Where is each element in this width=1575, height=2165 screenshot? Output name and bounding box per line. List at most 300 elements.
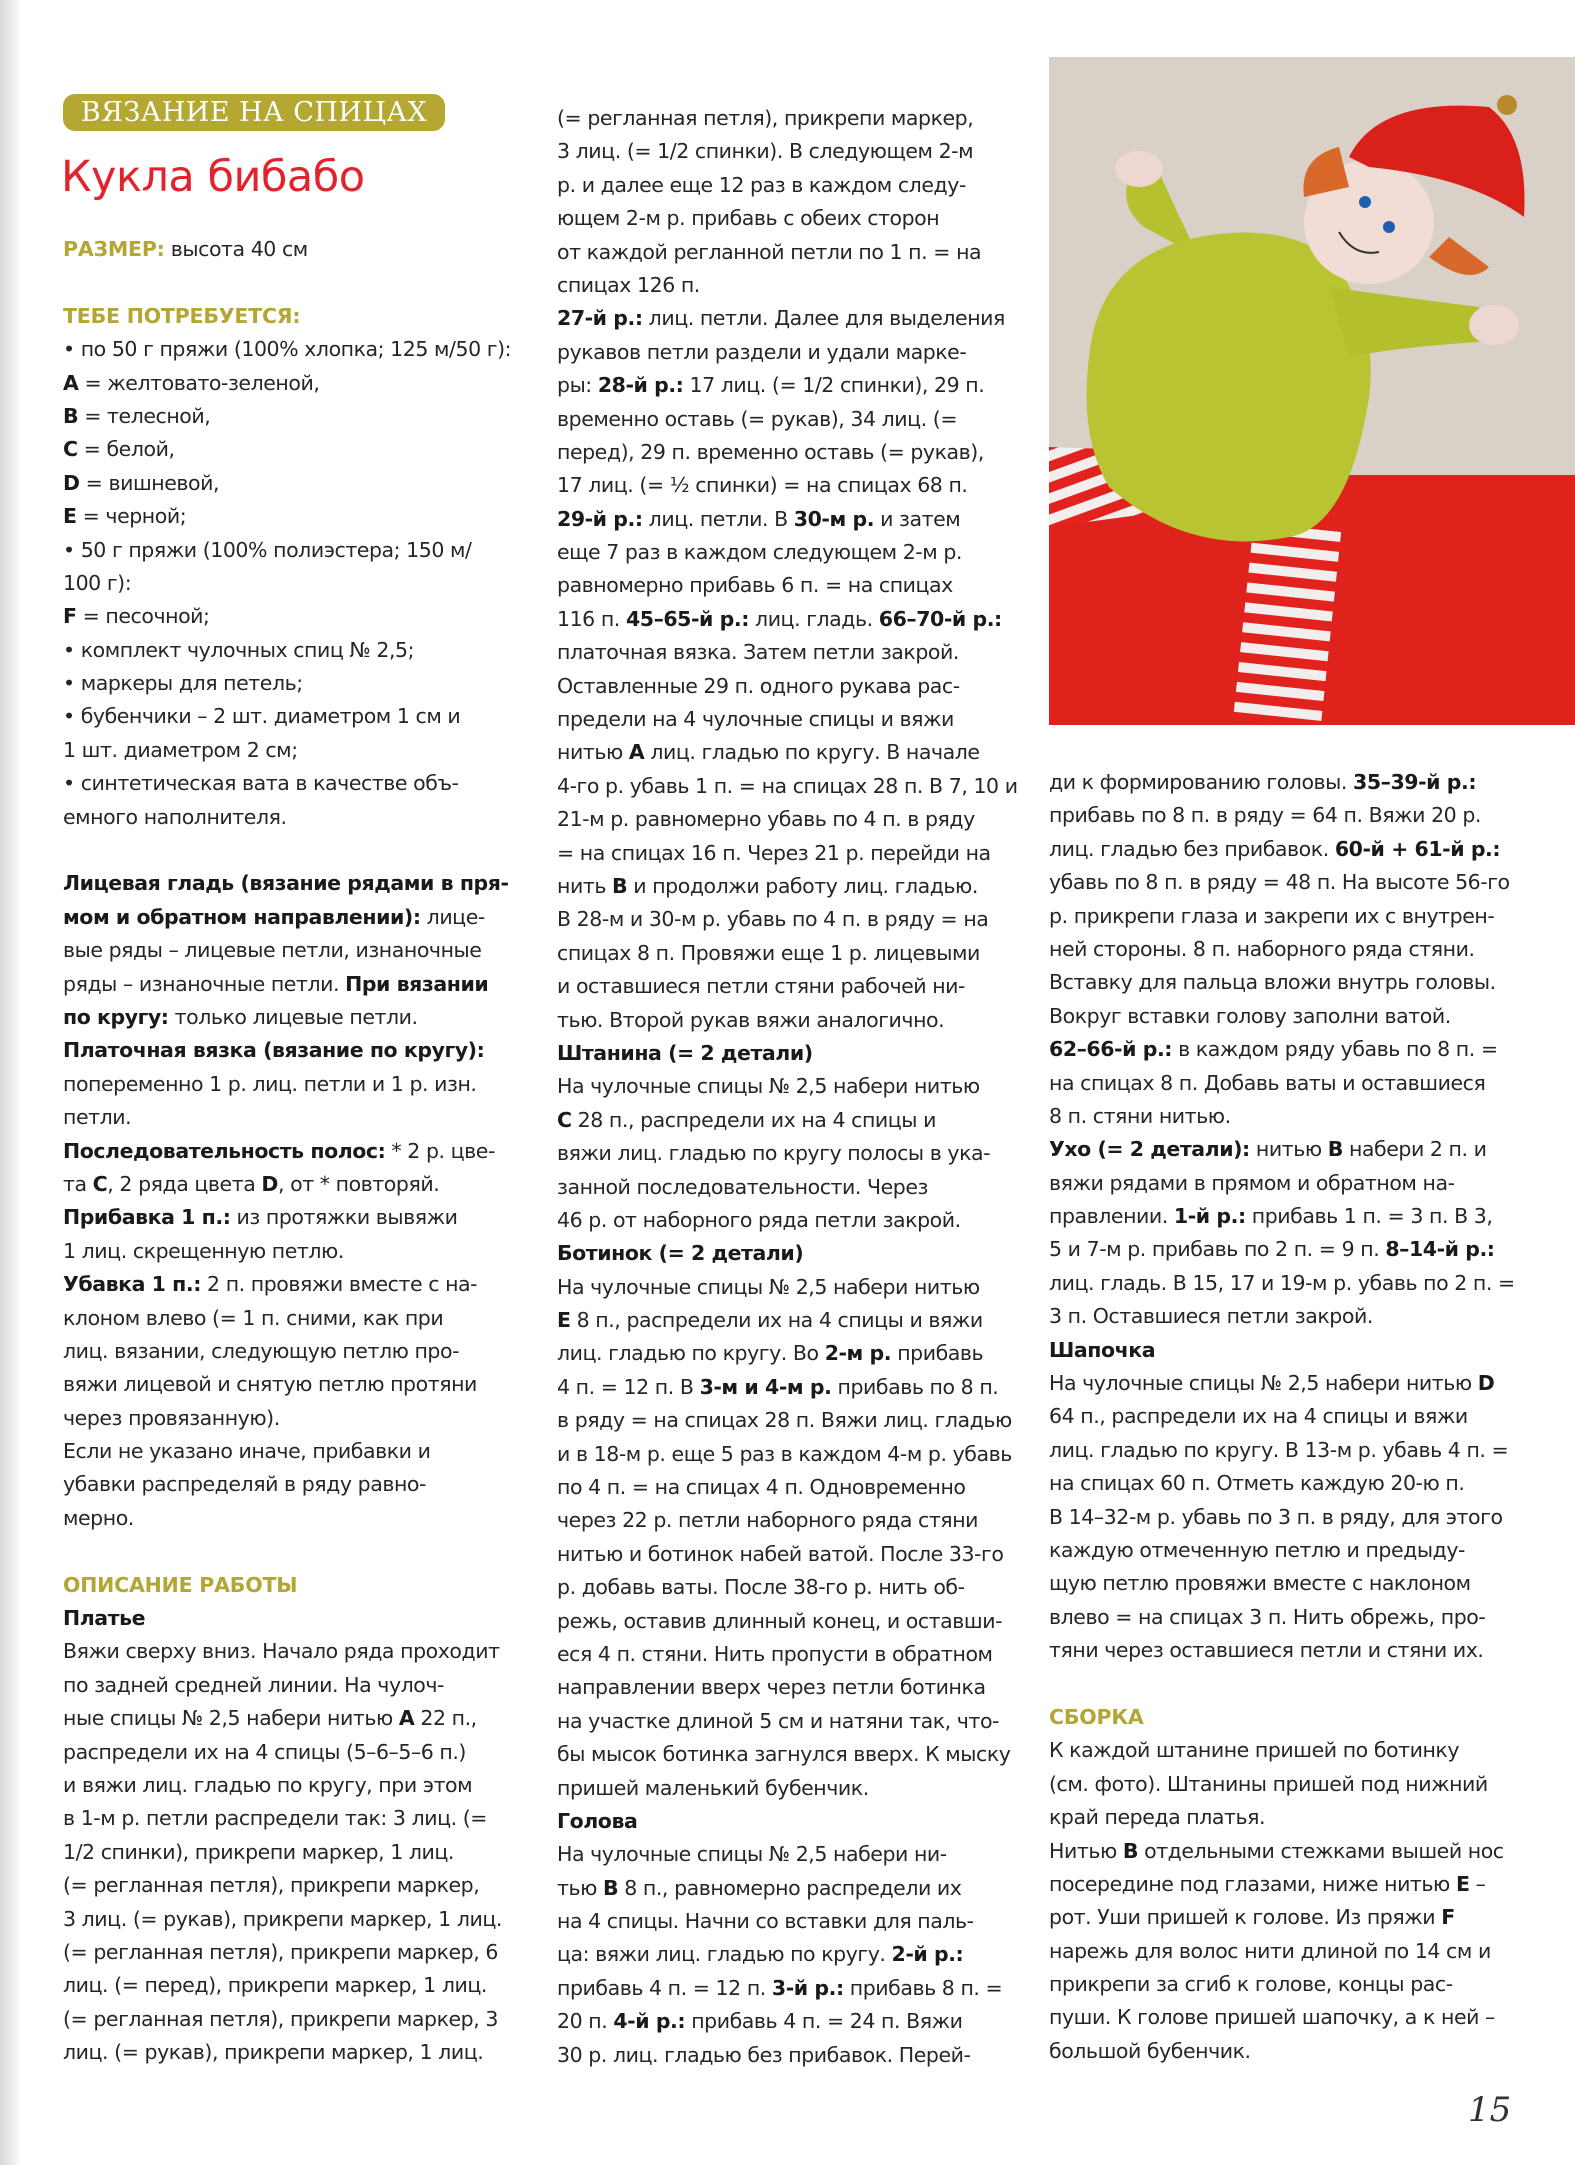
text-line [63, 1669, 533, 1702]
text-segment: 5 и 7-м р. прибавь по 2 п. = 9 п. [1049, 1237, 1386, 1262]
text-segment: (см. фото). Штанины пришей под нижний [1049, 1771, 1488, 1796]
text-segment: платочная вязка. Затем петли закрой. [557, 640, 959, 665]
text-segment: ряды – изнаночные петли. [63, 971, 346, 996]
bold-text: C [557, 1107, 572, 1132]
text-segment: 17 лиц. (= 1/2 спинки), 29 п. [683, 373, 985, 398]
bold-text: 45–65-й р.: [625, 606, 749, 631]
text-segment: р. добавь ваты. После 38-го р. нить об- [557, 1575, 965, 1600]
text-segment: нитью и ботинок набей ватой. После 33-го [557, 1541, 1004, 1566]
text-line [63, 1302, 533, 1335]
text-line [1049, 2035, 1529, 2068]
text-segment: тью. Второй рукав вяжи аналогично. [557, 1007, 945, 1032]
text-segment: и вяжи лиц. гладью по кругу, при этом [63, 1772, 473, 1797]
text-segment: Если не указано иначе, прибавки и [63, 1439, 431, 1464]
text-segment: щую петлю провяжи вместе с наклоном [1049, 1571, 1471, 1596]
text-line [557, 770, 1027, 803]
text-segment: Вокруг вставки голову заполни ватой. [1049, 1003, 1451, 1028]
text-segment: – [1469, 1871, 1486, 1896]
bold-text: C [92, 1171, 108, 1196]
text-line [63, 1936, 533, 1969]
text-segment: лиц. гладью по кругу. В начале [644, 740, 980, 765]
text-segment: прибавь по 8 п. [831, 1374, 999, 1399]
text-line [1049, 2001, 1529, 2034]
text-segment: лице- [420, 904, 485, 929]
text-segment: На чулочные спицы № 2,5 набери ни- [557, 1842, 947, 1867]
text-segment: вяжи лиц. гладью по кругу полосы в ука- [557, 1141, 991, 1166]
text-line [557, 302, 1027, 335]
bold-text: 3-й р.: [771, 1975, 844, 2000]
bold-text: E [557, 1308, 571, 1333]
bold-text: Штанина (= 2 детали) [557, 1040, 813, 1065]
text-segment: еся 4 п. стяни. Нить пропусти в обратном [557, 1641, 993, 1666]
text-segment: временно оставь (= рукав), 34 лиц. (= [557, 406, 958, 431]
text-line [1049, 1734, 1529, 1767]
bold-text: Последовательность полос: [63, 1138, 386, 1163]
blank-line [1049, 1668, 1529, 1701]
right-hand [1469, 305, 1519, 345]
bold-text: A [628, 740, 645, 765]
text-segment: распредели их на 4 спицы (5–6–5–6 п.) [63, 1739, 466, 1764]
bold-text: 29-й р.: [557, 506, 643, 531]
text-segment: ней стороны. 8 п. наборного ряда стяни. [1049, 936, 1475, 961]
text-line [557, 202, 1027, 235]
section-heading: ОПИСАНИЕ РАБОТЫ [63, 1572, 298, 1597]
text-segment: ди к формированию головы. [1049, 770, 1354, 794]
bold-text: B [63, 403, 79, 428]
bold-text: 27-й р.: [557, 306, 643, 331]
bold-text: При вязании [345, 971, 489, 996]
text-segment: через 22 р. петли наборного ряда стяни [557, 1508, 979, 1533]
text-line [1049, 1601, 1529, 1634]
bold-text: Прибавка 1 п.: [63, 1205, 231, 1230]
text-line [1049, 1935, 1529, 1968]
bold-text: 8–14-й р.: [1385, 1237, 1495, 1262]
text-line [63, 1903, 533, 1936]
text-segment: На чулочные спицы № 2,5 набери нитью [1049, 1371, 1478, 1396]
text-segment: ца: вяжи лиц. гладью по кругу. [557, 1942, 892, 1967]
text-line [557, 269, 1027, 302]
text-segment: емного наполнителя. [63, 804, 287, 829]
text-segment: 1/2 спинки), прикрепи маркер, 1 лиц. [63, 1839, 454, 1864]
text-line [63, 968, 533, 1001]
text-line [557, 1504, 1027, 1537]
text-line [557, 1404, 1027, 1437]
text-line [63, 1402, 533, 1435]
text-line [63, 1435, 533, 1468]
text-segment: и продолжи работу лиц. гладью. [627, 873, 978, 898]
text-segment: , 2 ряда цвета [107, 1171, 262, 1196]
text-line [1049, 1901, 1529, 1934]
text-segment: К каждой штанине пришей по ботинку [1049, 1738, 1460, 1763]
text-segment: • маркеры для петель; [63, 671, 303, 696]
text-segment: 1 лиц. скрещенную петлю. [63, 1238, 344, 1263]
bold-text: Убавка 1 п.: [63, 1272, 201, 1297]
text-segment: лиц. (= рукав), прикрепи маркер, 1 лиц. [63, 2040, 484, 2065]
text-line [63, 1201, 533, 1234]
text-segment: прикрепи за сгиб к голове, концы рас- [1049, 1972, 1453, 1997]
text-line [1049, 1000, 1529, 1033]
text-segment: в ряду = на спицах 28 п. Вяжи лиц. гладью [557, 1408, 1012, 1433]
text-line [63, 1736, 533, 1769]
text-line [557, 1671, 1027, 1704]
text-segment: 4-го р. убавь 1 п. = на спицах 28 п. В 7, 10 и [557, 773, 1018, 798]
text-line [63, 1769, 533, 1802]
text-segment: только лицевые петли. [168, 1004, 418, 1029]
text-line [557, 970, 1027, 1003]
text-segment: высота 40 см [164, 237, 308, 261]
text-segment: по 4 п. = на спицах 4 п. Одновременно [557, 1475, 966, 1500]
text-segment: убавь по 8 п. в ряду = 48 п. На высоте 56-го [1049, 870, 1510, 895]
text-line [557, 1872, 1027, 1905]
text-segment: Оставленные 29 п. одного рукава рас- [557, 673, 960, 698]
text-segment: , от * повторяй. [277, 1171, 440, 1196]
bold-text: Платочная вязка (вязание по кругу): [63, 1038, 485, 1063]
text-segment: через провязанную). [63, 1405, 280, 1430]
text-line [557, 1471, 1027, 1504]
text-segment: и затем [874, 506, 961, 531]
text-segment: 100 г): [63, 570, 132, 595]
text-line [557, 369, 1027, 402]
bold-text: D [1477, 1371, 1495, 1396]
text-segment: перед), 29 п. временно оставь (= рукав), [557, 439, 984, 464]
text-line [63, 1168, 533, 1201]
text-line [63, 1268, 533, 1301]
text-line [63, 1468, 533, 1501]
left-eye [1359, 196, 1371, 208]
text-line [63, 901, 533, 934]
bold-text: 2-й р.: [891, 1942, 964, 1967]
text-segment: = желтовато-зеленой, [78, 370, 320, 395]
text-segment: = телесной, [78, 403, 211, 428]
text-line [63, 1836, 533, 1869]
text-line [63, 1135, 533, 1168]
text-line [1049, 1801, 1529, 1834]
text-segment: 8 п. стяни нитью. [1049, 1103, 1231, 1128]
text-line [557, 1571, 1027, 1604]
text-segment: 3 лиц. (= 1/2 спинки). В следующем 2-м [557, 139, 974, 164]
text-line [63, 1502, 533, 1535]
text-line [557, 1605, 1027, 1638]
bold-text: C [63, 437, 78, 462]
text-segment: каждую отмеченную петлю и предыду- [1049, 1537, 1465, 1562]
text-segment: пришей маленький бубенчик. [557, 1775, 869, 1800]
text-line [63, 1602, 533, 1635]
text-segment: 3 лиц. (= рукав), прикрепи маркер, 1 лиц. [63, 1906, 502, 1931]
bold-text: 2-м р. [824, 1341, 892, 1366]
text-line [1049, 900, 1529, 933]
text-line [63, 433, 533, 466]
text-line [63, 1068, 533, 1101]
bold-text: 28-й р.: [597, 373, 684, 398]
text-line [557, 469, 1027, 502]
text-line [1049, 1434, 1529, 1467]
text-segment: на 4 спицы. Начни со вставки для паль- [557, 1909, 974, 1934]
text-line [63, 1001, 533, 1034]
page-gutter-shadow [0, 0, 22, 2165]
page-title: Кукла бибабо [61, 152, 365, 202]
text-segment: 20 п. [557, 2009, 614, 2034]
text-line [1049, 766, 1529, 799]
text-segment: 2 п. провяжи вместе с на- [200, 1272, 478, 1297]
text-segment: и в 18-м р. еще 5 раз в каждом 4-м р. убавь [557, 1441, 1012, 1466]
text-line [1049, 1467, 1529, 1500]
text-line [557, 1438, 1027, 1471]
text-line [63, 1335, 533, 1368]
text-line [557, 837, 1027, 870]
text-segment: влево = на спицах 3 п. Нить обрежь, про- [1049, 1604, 1486, 1629]
text-segment: еще 7 раз в каждом следующем 2-м р. [557, 540, 962, 565]
text-line [1049, 866, 1529, 899]
text-line [557, 1838, 1027, 1871]
text-segment: лиц. гладь. В 15, 17 и 19-м р. убавь по 2 п. = [1049, 1270, 1515, 1295]
text-segment: На чулочные спицы № 2,5 набери нитью [557, 1074, 980, 1099]
text-line [1049, 1233, 1529, 1266]
text-segment: на спицах 60 п. Отметь каждую 20-ю п. [1049, 1471, 1465, 1496]
text-line [1049, 1501, 1529, 1534]
text-segment: нитью [557, 740, 629, 765]
text-segment: = белой, [77, 437, 175, 462]
text-segment: На чулочные спицы № 2,5 набери нитью [557, 1274, 980, 1299]
text-segment: тяни через оставшиеся петли и стяни их. [1049, 1638, 1484, 1663]
bold-text: F [1441, 1905, 1455, 1930]
text-line [1049, 1067, 1529, 1100]
text-segment: от каждой регланной петли по 1 п. = на [557, 239, 982, 264]
bold-text: D [261, 1171, 278, 1196]
text-line [557, 703, 1027, 736]
text-segment: (= регланная петля), прикрепи маркер, [557, 106, 974, 130]
text-segment: нарежь для волос нити длиной по 14 см и [1049, 1938, 1491, 1963]
text-line [1049, 1200, 1529, 1233]
text-segment: из протяжки вывяжи [230, 1205, 458, 1230]
text-line [1049, 1267, 1529, 1300]
text-segment: 8 п., равномерно распредели их [618, 1875, 962, 1900]
text-segment: ры: [557, 373, 598, 398]
text-line [63, 634, 533, 667]
text-line [63, 367, 533, 400]
text-segment: • комплект чулочных спиц № 2,5; [63, 637, 415, 662]
text-segment: нитью [1249, 1137, 1328, 1162]
blank-line [63, 834, 533, 867]
text-line [63, 1802, 533, 1835]
text-segment: пуши. К голове пришей шапочку, а к ней – [1049, 2005, 1495, 2030]
text-segment: режь, оставив длинный конец, и оставши- [557, 1608, 1003, 1633]
text-segment: клоном влево (= 1 п. сними, как при [63, 1305, 444, 1330]
text-segment: 46 р. от наборного ряда петли закрой. [557, 1207, 961, 1232]
text-line [557, 1337, 1027, 1370]
bell-icon [1497, 95, 1517, 115]
text-line [557, 1204, 1027, 1237]
text-segment: тью [557, 1875, 603, 1900]
text-segment: лиц. петли. В [642, 506, 794, 531]
right-eye [1383, 221, 1395, 233]
text-segment: 17 лиц. (= ½ спинки) = на спицах 68 п. [557, 473, 968, 498]
text-line [557, 1037, 1027, 1070]
bold-text: 4-й р.: [613, 2009, 686, 2034]
text-segment: правлении. [1049, 1204, 1174, 1229]
text-line [63, 2003, 533, 2036]
text-line [557, 569, 1027, 602]
text-segment: нить [557, 873, 613, 898]
text-segment: набери 2 п. и [1342, 1137, 1487, 1162]
category-label: ВЯЗАНИЕ НА СПИЦАХ [63, 94, 445, 131]
text-line [1049, 1033, 1529, 1066]
text-line [1049, 966, 1529, 999]
text-line [557, 1538, 1027, 1571]
text-line [63, 400, 533, 433]
text-line [63, 467, 533, 500]
text-line [557, 1638, 1027, 1671]
text-line [557, 2005, 1027, 2038]
bold-text: 66–70-й р.: [878, 606, 1002, 631]
text-segment: на участке длиной 5 см и натяни так, что- [557, 1708, 999, 1733]
text-segment: занной последовательности. Через [557, 1174, 928, 1199]
bold-text: Ботинок (= 2 детали) [557, 1241, 804, 1266]
text-segment: вяжи рядами в прямом и обратном на- [1049, 1170, 1455, 1195]
text-line [557, 1304, 1027, 1337]
text-line [557, 503, 1027, 536]
text-segment: В 28-м и 30-м р. убавь по 4 п. в ряду = на [557, 907, 989, 932]
text-line [557, 2039, 1027, 2072]
text-segment: = вишневой, [79, 470, 220, 495]
text-column-1 [63, 233, 533, 2069]
text-line [557, 1070, 1027, 1103]
text-segment: по задней средней линии. На чулоч- [63, 1672, 444, 1697]
bold-text: 30-м р. [793, 506, 875, 531]
text-line [557, 1738, 1027, 1771]
text-line [1049, 933, 1529, 966]
text-line [557, 803, 1027, 836]
bold-text: 62–66-й р.: [1049, 1037, 1173, 1062]
blank-line [63, 1535, 533, 1568]
bold-text: E [1455, 1871, 1470, 1896]
text-segment: (= регланная петля), прикрепи маркер, [63, 1873, 480, 1898]
text-line [63, 233, 533, 266]
text-segment: • по 50 г пряжи (100% хлопка; 125 м/50 г): [63, 337, 512, 362]
text-segment: • синтетическая вата в качестве объ- [63, 771, 459, 796]
text-line [557, 169, 1027, 202]
text-segment: и оставшиеся петли стяни рабочей ни- [557, 974, 965, 999]
text-segment: 30 р. лиц. гладью без прибавок. Перей- [557, 2042, 971, 2067]
doll-photo [1049, 57, 1575, 725]
text-segment: лиц. петли. Далее для выделения [642, 306, 1005, 331]
text-segment: прибавь по 8 п. в ряду = 64 п. Вяжи 20 р. [1049, 803, 1481, 828]
text-segment: в 1-м р. петли распредели так: 3 лиц. (= [63, 1806, 488, 1831]
text-line [557, 102, 1027, 135]
bold-text: Лицевая гладь (вязание рядами в пря- [63, 871, 509, 896]
text-line [63, 1569, 533, 1602]
text-line [63, 1235, 533, 1268]
bold-text: B [603, 1875, 619, 1900]
text-line [63, 934, 533, 967]
bold-text: Шапочка [1049, 1337, 1156, 1362]
text-segment: попеременно 1 р. лиц. петли и 1 р. изн. [63, 1071, 477, 1096]
text-segment: лиц. гладью по кругу. В 13-м р. убавь 4 п. = [1049, 1437, 1509, 1462]
text-segment: на спицах 8 п. Добавь ваты и оставшиеся [1049, 1070, 1486, 1095]
text-line [63, 1101, 533, 1134]
text-line [557, 1905, 1027, 1938]
text-segment: Вяжи сверху вниз. Начало ряда проходит [63, 1639, 500, 1664]
text-line [63, 767, 533, 800]
text-segment: 28 п., распредели их на 4 спицы и [571, 1107, 936, 1132]
text-segment: = черной; [76, 504, 187, 529]
bold-text: A [398, 1706, 415, 1731]
text-line [63, 1368, 533, 1401]
text-line [63, 1869, 533, 1902]
text-line [557, 536, 1027, 569]
text-column-2 [557, 102, 1027, 2072]
text-segment: равномерно прибавь 6 п. = на спицах [557, 573, 953, 598]
text-segment: • бубенчики – 2 шт. диаметром 1 см и [63, 704, 461, 729]
text-segment: В 14–32-м р. убавь по 3 п. в ряду, для этого [1049, 1504, 1503, 1529]
text-segment: рукавов петли раздели и удали марке- [557, 339, 967, 364]
text-segment: Вставку для пальца вложи внутрь головы. [1049, 970, 1496, 995]
text-line [63, 300, 533, 333]
text-segment: 3 п. Оставшиеся петли закрой. [1049, 1304, 1373, 1329]
text-line [557, 1371, 1027, 1404]
text-segment: лиц. (= перед), прикрепи маркер, 1 лиц. [63, 1973, 487, 1998]
bold-text: Платье [63, 1606, 146, 1631]
text-segment: 1 шт. диаметром 2 см; [63, 737, 298, 762]
text-segment: р. и далее еще 12 раз в каждом следу- [557, 172, 966, 197]
text-line [557, 1271, 1027, 1304]
text-line [1049, 1133, 1529, 1166]
text-segment: рот. Уши пришей к голове. Из пряжи [1049, 1905, 1442, 1930]
text-line [557, 1805, 1027, 1838]
text-line [557, 636, 1027, 669]
blank-line [63, 266, 533, 299]
text-line [557, 1705, 1027, 1738]
text-line [557, 1004, 1027, 1037]
bold-text: 3-м и 4-м р. [699, 1374, 832, 1399]
page-number: 15 [1468, 2090, 1512, 2130]
bold-text: F [63, 604, 77, 629]
text-line [557, 1972, 1027, 2005]
text-line [63, 600, 533, 633]
text-segment: прибавь 8 п. = [843, 1975, 1003, 2000]
text-line [1049, 1100, 1529, 1133]
text-segment: лиц. гладь. [748, 606, 879, 631]
text-segment: Нитью [1049, 1838, 1123, 1863]
bold-text: A [63, 370, 79, 395]
text-segment: (= регланная петля), прикрепи маркер, 3 [63, 2006, 498, 2031]
text-segment: = на спицах 16 п. Через 21 р. перейди на [557, 840, 991, 865]
text-segment: предели на 4 чулочные спицы и вяжи [557, 707, 954, 732]
text-line [557, 1772, 1027, 1805]
text-line [1049, 833, 1529, 866]
text-line [63, 333, 533, 366]
text-segment: прибавь 4 п. = 12 п. [557, 1975, 772, 2000]
green-dress [1087, 233, 1371, 542]
text-segment: 22 п., [414, 1706, 477, 1731]
text-line [1049, 1968, 1529, 2001]
text-segment: = песочной; [76, 604, 210, 629]
text-segment: 116 п. [557, 606, 626, 631]
section-heading: РАЗМЕР: [63, 237, 165, 261]
bold-text: B [1122, 1838, 1139, 1863]
text-segment: 21-м р. равномерно убавь по 4 п. в ряду [557, 807, 975, 832]
text-segment: р. прикрепи глаза и закрепи их с внутрен- [1049, 903, 1495, 928]
text-segment: 8 п., распредели их на 4 спицы и вяжи [570, 1308, 983, 1333]
text-segment: 64 п., распредели их на 4 спицы и вяжи [1049, 1404, 1468, 1429]
text-segment: (= регланная петля), прикрепи маркер, 6 [63, 1939, 498, 1964]
text-line [1049, 1634, 1529, 1667]
text-line [557, 1237, 1027, 1270]
text-line [1049, 1768, 1529, 1801]
text-line [557, 1171, 1027, 1204]
text-segment: та [63, 1171, 93, 1196]
text-line [63, 801, 533, 834]
section-heading: ТЕБЕ ПОТРЕБУЕТСЯ: [63, 303, 301, 328]
